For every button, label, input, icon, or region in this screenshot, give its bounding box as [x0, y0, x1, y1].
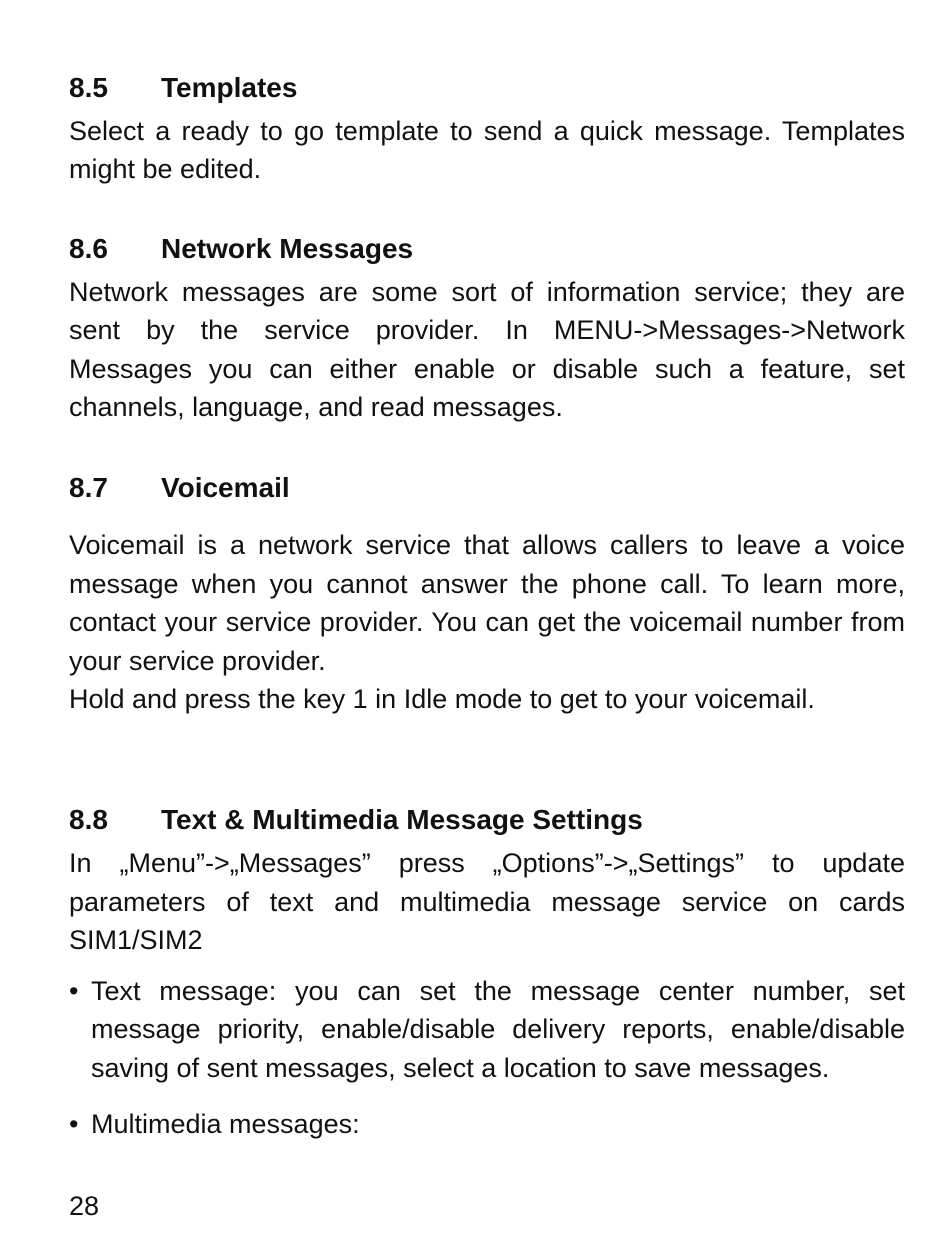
section-heading	[69, 468, 905, 508]
section-title: Text & Multimedia Message Settings	[161, 804, 643, 836]
section-number: 8.7	[69, 472, 108, 504]
list-item-text: Multimedia messages:	[91, 1108, 360, 1139]
section-paragraph: In „Menu”->„Messages” press „Options”->„Settings” to update parameters of text and multimedia message service on cards SIM1/SIM2	[69, 848, 905, 956]
section-title: Voicemail	[161, 472, 290, 504]
section-heading	[69, 800, 905, 840]
section-message-settings	[69, 800, 905, 1143]
list-item-text: Text message: you can set the message center number, set message priority, enable/disable delivery reports, enable/disable saving of sent messages, select a location to save messages.	[91, 975, 905, 1083]
page-number: 28	[69, 1191, 100, 1221]
bullet-list	[69, 972, 905, 1144]
page-content	[69, 68, 905, 1161]
section-number: 8.6	[69, 232, 108, 264]
section-heading	[69, 68, 905, 108]
section-paragraph: Network messages are some sort of information service; they are sent by the service provider. In MENU->Messages->Network Messages you can either enable or disable such a feature, set channels, language, and read messages.	[69, 276, 905, 423]
section-number: 8.5	[69, 72, 108, 103]
list-item	[69, 1105, 905, 1143]
section-title: Templates	[161, 72, 298, 103]
section-voicemail	[69, 468, 905, 718]
section-paragraph: Hold and press the key 1 in Idle mode to get to your voicemail.	[69, 684, 815, 715]
section-paragraph: Voicemail is a network service that allows callers to leave a voice message when you cannot answer the phone call. To learn more, contact your service provider. You can get the voicemail number from your service provider.	[69, 530, 905, 676]
bullet-icon: •	[69, 975, 79, 1006]
list-item	[69, 972, 905, 1087]
section-heading	[69, 229, 905, 269]
section-network-messages	[69, 229, 905, 427]
section-templates	[69, 68, 905, 189]
bullet-icon: •	[69, 1108, 79, 1139]
section-title: Network Messages	[161, 232, 414, 264]
section-number: 8.8	[69, 804, 108, 836]
section-paragraph: Select a ready to go template to send a quick message. Templates might be edited.	[69, 116, 905, 185]
